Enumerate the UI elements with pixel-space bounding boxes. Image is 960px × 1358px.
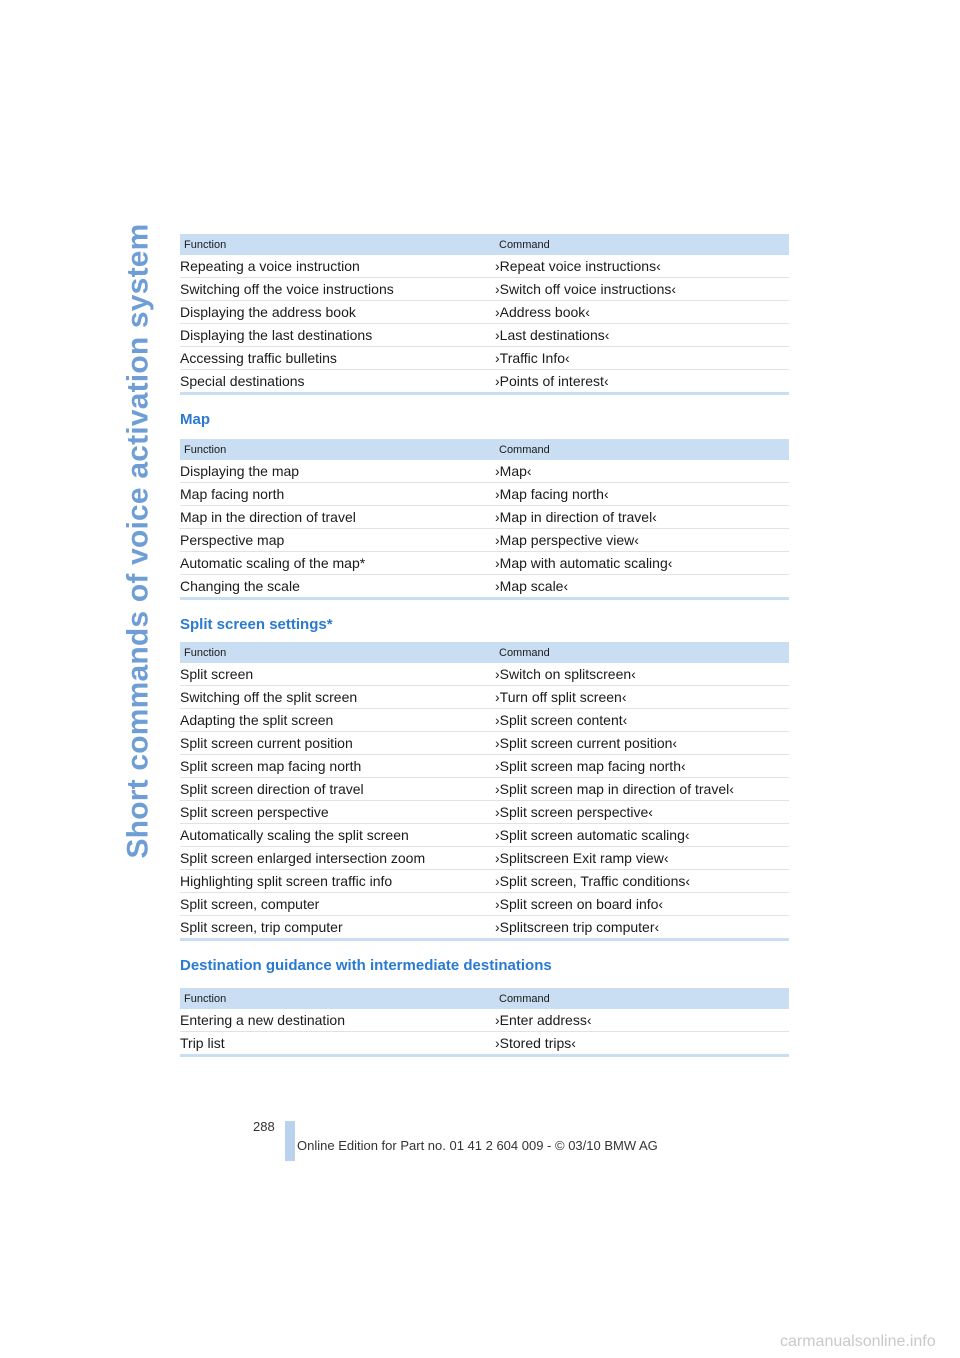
command-cell: ›Map scale‹ [495,578,569,594]
command-cell: ›Map with automatic scaling‹ [495,552,789,575]
table-row [180,1032,789,1056]
function-cell: Adapting the split screen [180,709,495,732]
command-cell: ›Repeat voice instructions‹ [495,255,789,278]
command-cell: ›Map facing north‹ [495,483,789,506]
function-cell: Split screen enlarged intersection zoom [180,847,495,870]
function-cell: Special destinations [180,373,305,389]
function-cell: Repeating a voice instruction [180,255,495,278]
section-heading-map: Map [180,411,210,428]
table-row [180,824,789,847]
command-cell: ›Splitscreen trip computer‹ [495,919,660,935]
function-cell: Trip list [180,1035,225,1051]
function-cell: Split screen, computer [180,893,495,916]
command-cell: ›Split screen map in direction of travel‹ [495,778,789,801]
function-cell: Changing the scale [180,578,300,594]
table-row [180,575,789,599]
function-cell: Split screen [180,663,495,686]
function-cell: Displaying the map [180,460,495,483]
header-command: Command [495,234,789,255]
table-row [180,483,789,506]
header-function: Function [180,439,495,460]
header-command: Command [495,642,789,663]
function-cell: Split screen map facing north [180,755,495,778]
command-cell: ›Map perspective view‹ [495,529,789,552]
function-cell: Map facing north [180,483,495,506]
table-voice-instructions [180,234,789,395]
command-cell: ›Switch off voice instructions‹ [495,278,789,301]
table-row [180,847,789,870]
header-function: Function [180,988,495,1009]
section-heading-split-screen: Split screen settings* [180,616,333,633]
table-header-row [180,439,789,460]
section-heading-destination-guidance: Destination guidance with intermediate destinations [180,957,552,974]
command-cell: ›Address book‹ [495,301,789,324]
table-row [180,552,789,575]
command-cell: ›Traffic Info‹ [495,347,789,370]
header-function: Function [180,642,495,663]
command-cell: ›Turn off split screen‹ [495,686,789,709]
header-command: Command [495,988,789,1009]
command-cell: ›Map in direction of travel‹ [495,506,789,529]
command-cell: ›Last destinations‹ [495,324,789,347]
table-row [180,732,789,755]
function-cell: Split screen direction of travel [180,778,495,801]
function-cell: Switching off the split screen [180,686,495,709]
function-cell: Split screen, trip computer [180,919,343,935]
command-cell: ›Split screen content‹ [495,709,789,732]
page-number: 288 [253,1119,275,1134]
command-cell: ›Map‹ [495,460,789,483]
table-row [180,778,789,801]
function-cell: Displaying the last destinations [180,324,495,347]
function-cell: Entering a new destination [180,1009,495,1032]
table-row [180,755,789,778]
function-cell: Displaying the address book [180,301,495,324]
table-row [180,870,789,893]
command-cell: ›Split screen automatic scaling‹ [495,824,789,847]
function-cell: Highlighting split screen traffic info [180,870,495,893]
table-row [180,278,789,301]
function-cell: Split screen current position [180,732,495,755]
footer-edition-text: Online Edition for Part no. 01 41 2 604 009 - © 03/10 BMW AG [297,1138,658,1153]
table-header-row [180,234,789,255]
side-title-text: Short commands of voice activation system [122,223,155,859]
page-content [180,234,789,1057]
watermark: carmanualsonline.info [780,1333,936,1350]
function-cell: Accessing traffic bulletins [180,347,495,370]
command-cell: ›Split screen on board info‹ [495,893,789,916]
command-cell: ›Split screen current position‹ [495,732,789,755]
table-row [180,709,789,732]
table-row [180,370,789,394]
function-cell: Split screen perspective [180,801,495,824]
table-row [180,460,789,483]
table-row [180,893,789,916]
table-row [180,663,789,686]
table-row [180,801,789,824]
command-cell: ›Stored trips‹ [495,1035,576,1051]
table-row [180,301,789,324]
command-cell: ›Points of interest‹ [495,373,609,389]
table-row [180,347,789,370]
command-cell: ›Enter address‹ [495,1009,789,1032]
table-row [180,506,789,529]
function-cell: Switching off the voice instructions [180,278,495,301]
table-row [180,1009,789,1032]
footer-accent-bar [285,1121,295,1161]
table-row [180,686,789,709]
function-cell: Automatically scaling the split screen [180,824,495,847]
command-cell: ›Split screen, Traffic conditions‹ [495,870,789,893]
header-command: Command [495,439,789,460]
side-title [117,223,161,859]
command-cell: ›Split screen map facing north‹ [495,755,789,778]
table-row [180,529,789,552]
table-header-row [180,642,789,663]
table-row [180,916,789,940]
function-cell: Automatic scaling of the map* [180,552,495,575]
command-cell: ›Switch on splitscreen‹ [495,663,789,686]
function-cell: Perspective map [180,529,495,552]
table-split-screen [180,642,789,941]
command-cell: ›Splitscreen Exit ramp view‹ [495,847,789,870]
table-row [180,255,789,278]
table-destination-guidance [180,988,789,1057]
command-cell: ›Split screen perspective‹ [495,801,789,824]
table-row [180,324,789,347]
function-cell: Map in the direction of travel [180,506,495,529]
header-function: Function [180,234,495,255]
table-map [180,439,789,600]
table-header-row [180,988,789,1009]
